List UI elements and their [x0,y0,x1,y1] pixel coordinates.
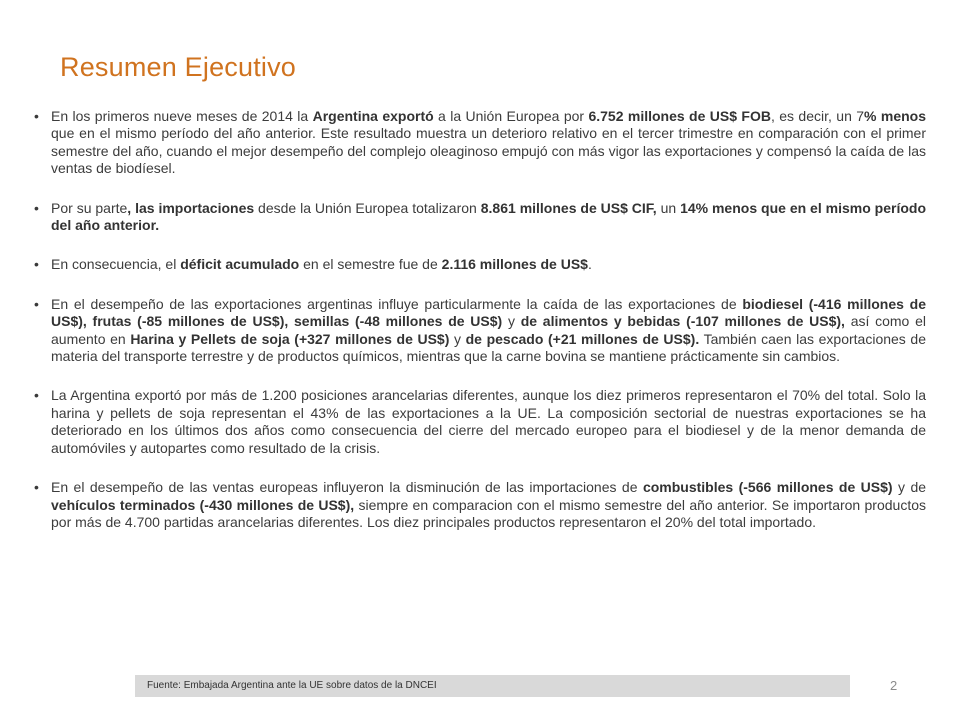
bullet-paragraph [34,479,926,531]
bold-text-segment: 6.752 millones de US$ FOB [588,108,771,124]
bold-text-segment: combustibles (-566 millones de US$) [642,479,893,496]
text-segment: En el desempeño de las ventas europeas influyeron la disminución de las importaciones de [51,479,643,496]
text-segment: y [449,330,466,347]
bullet-paragraph [34,256,926,273]
text-segment: así como el aumento en [51,313,926,347]
bold-text-segment: 14% menos que en el mismo período del año anterior. [51,199,927,234]
bullet-text [51,296,926,364]
text-segment: un [656,199,681,216]
text-segment: La Argentina exportó por más de 1.200 posiciones arancelarias diferentes, aunque los diez primeros representaron el 70% del total. Solo la harina y pellets de soja representan el 43% de las exportaciones a la UE. La composición sectorial de nuestras exportaciones se ha deteriorado en los últimos dos años como consecuencia del cierre del mercado europeo para el biodiesel y de la menor demanda de automóviles y autopartes como resultado de la crisis. [51,387,926,456]
bullet-dot-icon: • [34,387,39,404]
bullet-text [51,256,592,272]
bullet-text [51,387,926,455]
bullet-paragraph [34,387,926,457]
slide-title: Resumen Ejecutivo [60,52,297,82]
text-segment: y [502,313,521,330]
bullet-text [51,108,926,176]
source-footer [135,675,850,697]
bold-text-segment: biodiesel (-416 millones de US$), frutas (-85 millones de US$), semillas (-48 millones de US$) [51,295,926,330]
bullet-paragraph [34,108,926,178]
bold-text-segment: 2.116 millones de US$ [441,256,588,273]
bullet-dot-icon: • [34,256,39,273]
bullet-text [51,200,926,233]
bold-text-segment: vehículos terminados (-430 millones de US$), [51,496,355,513]
text-segment: en el semestre fue de [299,256,442,273]
text-segment: que en el mismo período del año anterior. Este resultado muestra un deterioro relativo en el tercer trimestre en comparación con el primer semestre del año, cuando el mejor desempeño del complejo oleaginoso empujó con más vigor las exportaciones y compensó la caída de las ventas de biodíesel. [51,125,926,177]
bullet-paragraph [34,296,926,366]
bullet-dot-icon: • [34,199,39,216]
bold-text-segment: de alimentos y bebidas (-107 millones de US$), [520,313,845,330]
bold-text-segment: Harina y Pellets de soja (+327 millones de US$) [130,330,450,347]
text-segment: a la Unión Europea por [433,108,589,124]
text-segment: En el desempeño de las exportaciones argentinas influye particularmente la caída de las exportaciones de [51,295,743,312]
page-number: 2 [890,678,898,693]
bullet-dot-icon: • [34,108,39,124]
bold-text-segment: , las importaciones [127,199,255,216]
bullet-list [34,108,926,553]
bold-text-segment: de pescado (+21 millones de US$). [465,330,700,347]
text-segment: siempre en comparacion con el mismo semestre del año anterior. Se importaron productos por más de 4.700 partidas arancelarias diferentes. Los diez principales productos representaron el 20% del total importado. [51,496,926,530]
text-segment: y de [892,479,927,496]
bullet-dot-icon: • [34,295,39,312]
bullet-paragraph [34,200,926,235]
text-segment: , es decir, un 7 [770,108,865,124]
bold-text-segment: % menos [864,108,926,124]
text-segment: En los primeros nueve meses de 2014 la [51,108,313,124]
bullet-text [51,479,926,530]
text-segment: También caen las exportaciones de materia del transporte terrestre y de productos químicos, mientras que la carne bovina se mantiene prácticamente sin cambios. [51,330,926,365]
text-segment: En consecuencia, el [51,256,181,273]
text-segment: . [587,256,592,273]
bold-text-segment: 8.861 millones de US$ CIF, [480,199,657,216]
text-segment: desde la Unión Europea totalizaron [254,199,481,216]
bullet-dot-icon: • [34,479,39,496]
text-segment: Por su parte [51,199,128,216]
bold-text-segment: déficit acumulado [180,256,300,273]
source-text: Fuente: Embajada Argentina ante la UE sobre datos de la DNCEI [147,680,437,691]
bold-text-segment: Argentina exportó [312,108,434,124]
